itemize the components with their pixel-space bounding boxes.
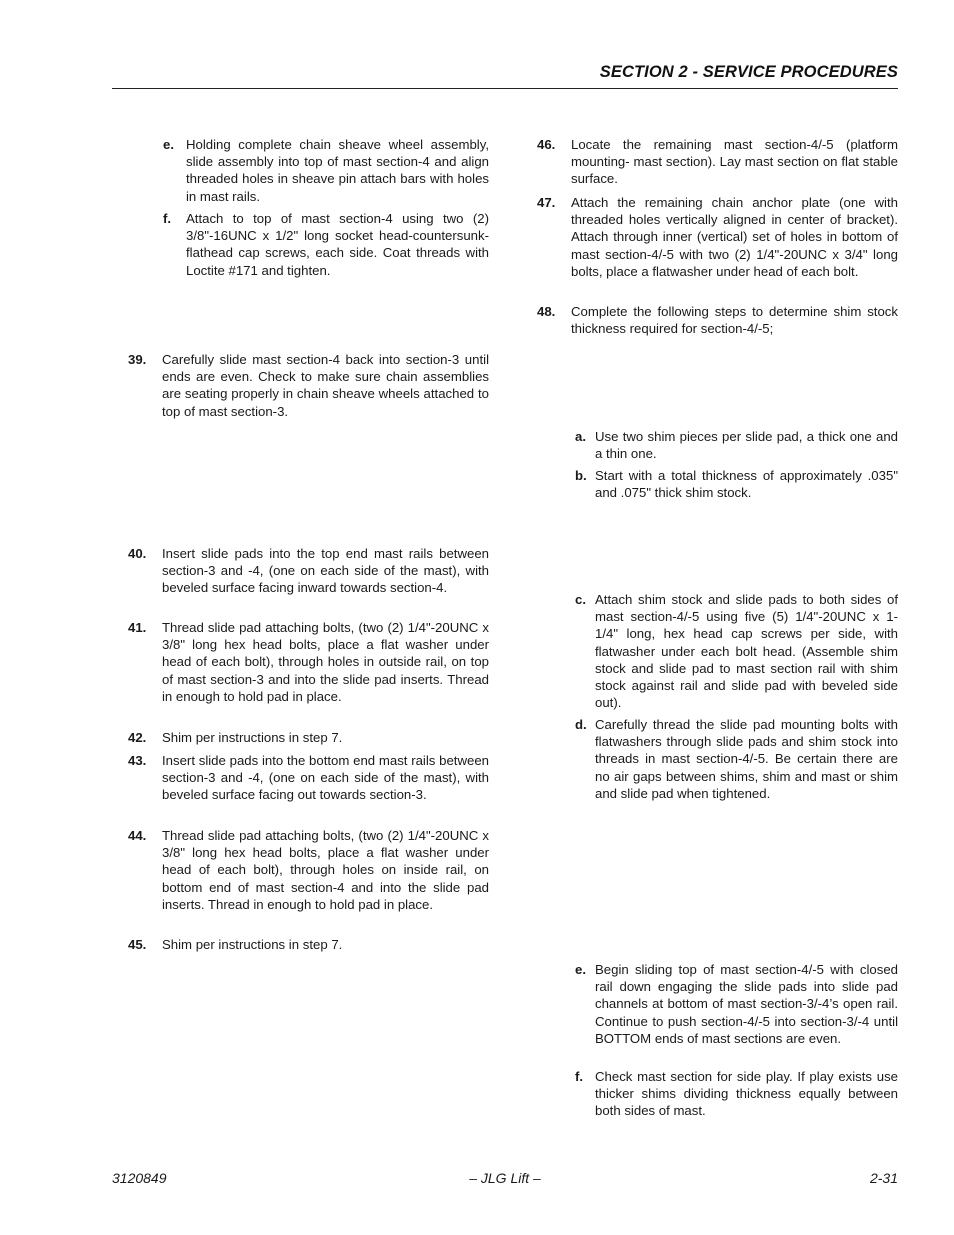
step-label: d. [575,717,587,732]
step-label: e. [575,962,586,977]
header-rule [112,88,898,89]
step-text: Carefully thread the slide pad mounting bolts with flatwashers through slide pads and shim stock into threads in mast section-4/-5. Be certain there are no air gaps between shims, shim and mast or shim and slide pad when tightened. [595,717,898,801]
step-label: f. [163,211,172,226]
step-number: 43. [128,753,147,768]
step-label: a. [575,429,586,444]
step-label: b. [575,468,587,483]
step-text: Attach the remaining chain anchor plate (one with threaded holes vertically aligned in center of bracket). Attach through inner (vertical) set of holes in bottom of mast section-4/-5 with two (2) 1/4"-20UNC x 3/4" long bolts, place a flatwasher under head of each bolt. [571,195,898,279]
step-number: 40. [128,546,147,561]
step-number: 47. [537,195,556,210]
step-text: Locate the remaining mast section-4/-5 (platform mounting- mast section). Lay mast section on flat stable surface. [571,137,898,187]
step-text: Attach to top of mast section-4 using two (2) 3/8"-16UNC x 1/2" long socket head-countersunk-flathead cap screws, each side. Coat threads with Loctite #171 and tighten. [186,211,489,278]
page-number: 2-31 [869,1170,898,1186]
footer-company: – JLG Lift – [469,1170,541,1186]
step-text: Attach shim stock and slide pads to both sides of mast section-4/-5 using five (5) 1/4"-20UNC x 1-1/4" long, hex head cap screws per side, with flatwasher under each bolt head. (Assemble shim stock and slide pad to mast section rail with shim stock against rail and slide pad with beveled side out). [595,592,898,711]
section-header: SECTION 2 - SERVICE PROCEDURES [599,63,898,81]
step-number: 48. [537,304,556,319]
step-label: e. [163,137,174,152]
step-label: c. [575,592,586,607]
step-text: Thread slide pad attaching bolts, (two (2) 1/4"-20UNC x 3/8" long hex head bolts, place a flat washer under head of each bolt), through holes in outside rail, on top of mast section-3 and into the slide pad inserts. Thread in enough to hold pad in place. [162,620,489,704]
document-number: 3120849 [112,1170,167,1186]
step-label: f. [575,1069,584,1084]
step-text: Complete the following steps to determine shim stock thickness required for section-4/-5; [571,304,898,337]
step-text: Begin sliding top of mast section-4/-5 with closed rail down engaging the slide pads into slide pad channels at bottom of mast section-3/-4’s open rail. Continue to push section-4/-5 into section-3/-4 until BOTTOM ends of mast sections are even. [595,962,898,1046]
step-text: Check mast section for side play. If play exists use thicker shims dividing thickness equally between both sides of mast. [595,1069,898,1119]
step-number: 42. [128,730,147,745]
step-text: Shim per instructions in step 7. [162,730,343,745]
step-text: Insert slide pads into the top end mast rails between section-3 and -4, (one on each side of the mast), with beveled surface facing inward towards section-4. [162,546,489,596]
step-number: 44. [128,828,147,843]
step-text: Shim per instructions in step 7. [162,937,343,952]
step-text: Insert slide pads into the bottom end mast rails between section-3 and -4, (one on each side of the mast), with beveled surface facing out towards section-3. [162,753,489,803]
step-text: Use two shim pieces per slide pad, a thick one and a thin one. [595,429,898,462]
step-number: 45. [128,937,147,952]
step-number: 41. [128,620,147,635]
step-number: 46. [537,137,556,152]
step-text: Thread slide pad attaching bolts, (two (2) 1/4"-20UNC x 3/8" long hex head bolts, place a flat washer under head of each bolt), through holes on inside rail, on bottom end of mast section-4 and into the slide pad inserts. Thread in enough to hold pad in place. [162,828,489,912]
step-text: Carefully slide mast section-4 back into section-3 until ends are even. Check to make sure chain assemblies are seating properly in chain sheave wheels attached to top of mast section-3. [162,352,489,419]
step-number: 39. [128,352,147,367]
step-text: Holding complete chain sheave wheel assembly, slide assembly into top of mast section-4 and align threaded holes in sheave pin attach bars with holes in mast rails. [186,137,489,204]
step-text: Start with a total thickness of approximately .035" and .075" thick shim stock. [595,468,898,501]
